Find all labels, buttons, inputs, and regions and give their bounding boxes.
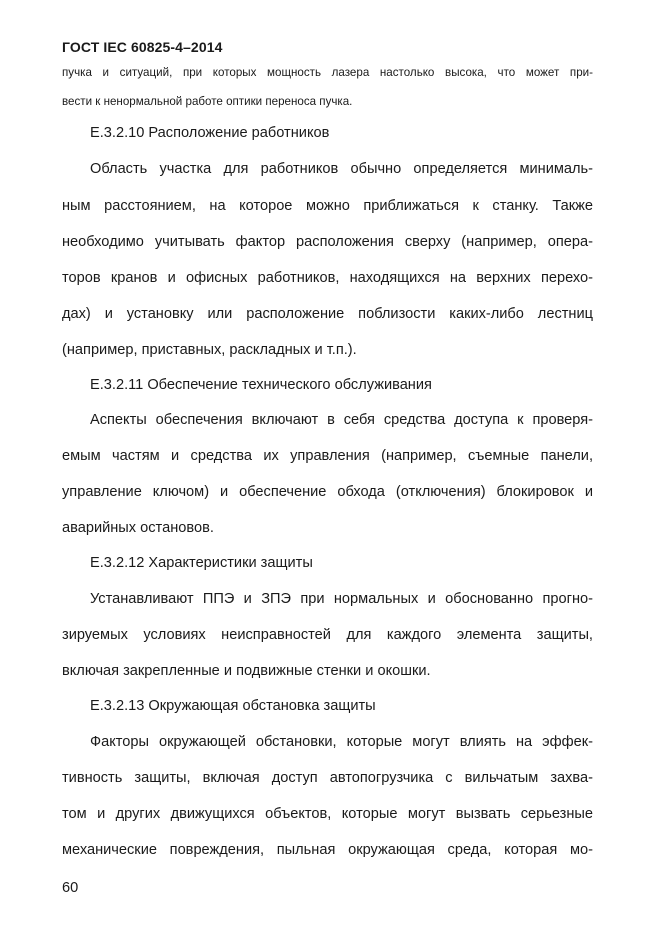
paragraph-line: Аспекты обеспечения включают в себя средства доступа к проверя- bbox=[90, 412, 593, 428]
paragraph-line: необходимо учитывать фактор расположения сверху (например, опера- bbox=[62, 234, 593, 250]
section-heading-e3210: Е.3.2.10 Расположение работников bbox=[90, 125, 330, 141]
paragraph-line: механические повреждения, пыльная окружающая среда, которая мо- bbox=[62, 842, 593, 858]
intro-line-2: вести к ненормальной работе оптики переноса пучка. bbox=[62, 95, 353, 108]
paragraph-line: емым частям и средства их управления (например, съемные панели, bbox=[62, 448, 593, 464]
paragraph-line: ным расстоянием, на которое можно приближаться к станку. Также bbox=[62, 198, 593, 214]
section-heading-e3212: Е.3.2.12 Характеристики защиты bbox=[90, 555, 313, 571]
paragraph-line: том и других движущихся объектов, которые могут вызвать серьезные bbox=[62, 806, 593, 822]
paragraph-line: дах) и установку или расположение поблизости каких-либо лестниц bbox=[62, 306, 593, 322]
page-number: 60 bbox=[62, 880, 79, 896]
paragraph-line: тивность защиты, включая доступ автопогрузчика с вильчатым захва- bbox=[62, 770, 593, 786]
paragraph-line: Факторы окружающей обстановки, которые могут влиять на эффек- bbox=[90, 734, 593, 750]
paragraph-line: аварийных остановов. bbox=[62, 520, 214, 536]
paragraph-line: торов кранов и офисных работников, находящихся на верхних перехо- bbox=[62, 270, 593, 286]
intro-line-1: пучка и ситуаций, при которых мощность лазера настолько высока, что может при- bbox=[62, 66, 593, 79]
paragraph-line: Область участка для работников обычно определяется минималь- bbox=[90, 161, 593, 177]
paragraph-line: (например, приставных, раскладных и т.п.). bbox=[62, 342, 357, 358]
paragraph-line: управление ключом) и обеспечение обхода (отключения) блокировок и bbox=[62, 484, 593, 500]
paragraph-line: включая закрепленные и подвижные стенки и окошки. bbox=[62, 663, 431, 679]
document-header: ГОСТ IEC 60825-4–2014 bbox=[62, 39, 223, 55]
section-heading-e3213: Е.3.2.13 Окружающая обстановка защиты bbox=[90, 698, 376, 714]
section-heading-e3211: Е.3.2.11 Обеспечение технического обслуживания bbox=[90, 377, 432, 393]
paragraph-line: зируемых условиях неисправностей для каждого элемента защиты, bbox=[62, 627, 593, 643]
paragraph-line: Устанавливают ППЭ и ЗПЭ при нормальных и обоснованно прогно- bbox=[90, 591, 593, 607]
